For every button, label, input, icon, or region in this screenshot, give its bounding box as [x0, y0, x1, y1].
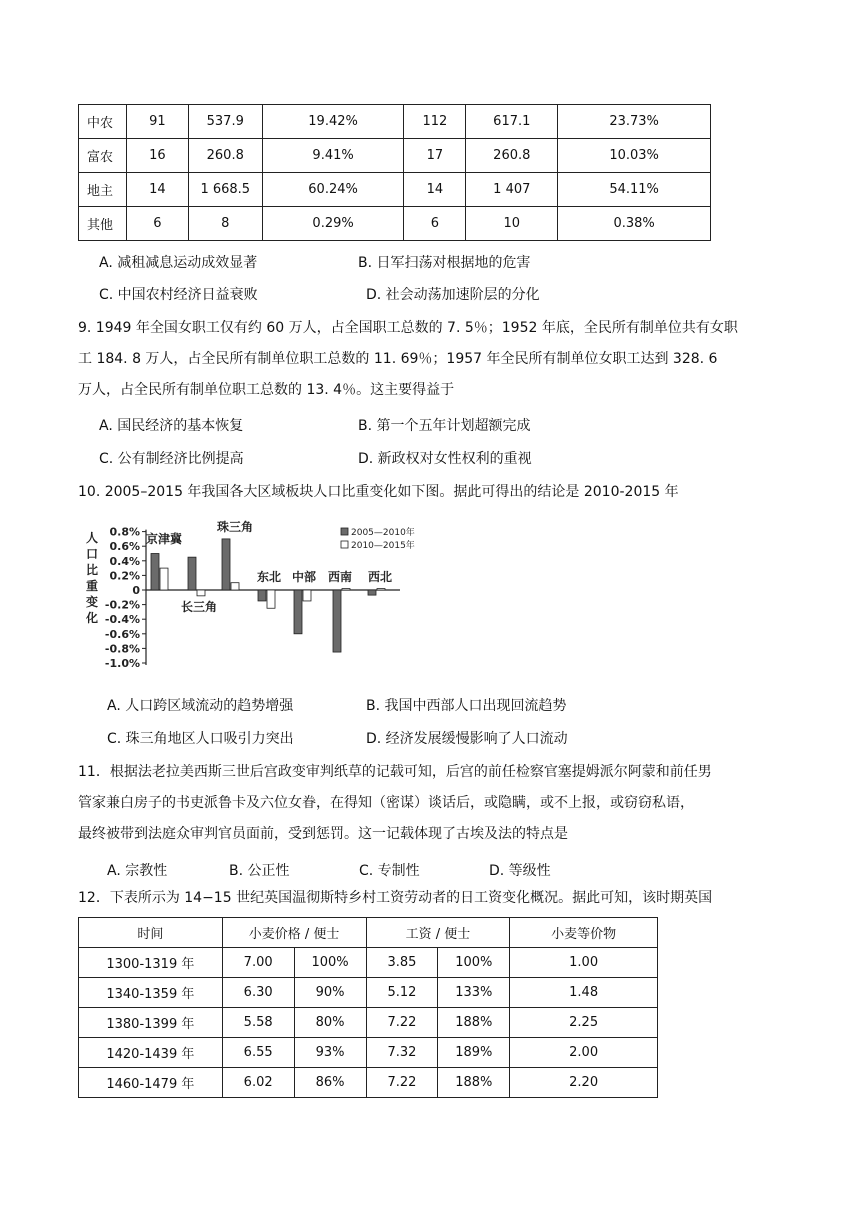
table-cell: 8 — [188, 207, 262, 241]
table-row — [79, 173, 711, 207]
q11-option-d[interactable]: D. 等级性 — [489, 863, 551, 879]
table-cell: 54.11% — [558, 173, 711, 207]
table-cell: 0.38% — [558, 207, 711, 241]
table-cell: 537.9 — [188, 105, 262, 139]
table-cell: 14 — [404, 173, 466, 207]
table-cell: 90% — [294, 978, 366, 1008]
table-cell: 3.85 — [366, 948, 438, 978]
table-cell: 14 — [126, 173, 188, 207]
table-cell: 6 — [404, 207, 466, 241]
table-cell: 10.03% — [558, 139, 711, 173]
land-distribution-table — [78, 104, 711, 241]
table-cell: 6 — [126, 207, 188, 241]
q11-line: 管家兼白房子的书吏派鲁卡及六位女眷，在得知（密谋）谈话后，或隐瞒，或不上报，或窃窃私语， — [78, 795, 694, 811]
q11-option-b[interactable]: B. 公正性 — [229, 863, 290, 879]
q9-line: 9. 1949 年全国女职工仅有约 60 万人，占全国职工总数的 7. 5％；1952 年底，全民所有制单位共有女职 — [78, 320, 738, 336]
table-cell: 1.00 — [510, 948, 658, 978]
y-tick-label: -0.6% — [104, 627, 140, 641]
legend-label: 2010—2015年 — [351, 541, 415, 551]
table-cell: 6.55 — [222, 1038, 294, 1068]
table-cell: 中农 — [79, 105, 127, 139]
table-cell: 7.32 — [366, 1038, 438, 1068]
table-cell: 地主 — [79, 173, 127, 207]
table-cell: 188% — [438, 1008, 510, 1038]
table-cell: 60.24% — [262, 173, 404, 207]
bar — [303, 590, 311, 601]
category-label: 中部 — [291, 570, 317, 584]
bar — [151, 554, 159, 591]
table-cell: 188% — [438, 1068, 510, 1098]
table-cell: 1420-1439 年 — [79, 1038, 223, 1068]
bar — [377, 589, 385, 590]
category-label: 西北 — [367, 570, 393, 584]
q11-line: 11．根据法老拉美西斯三世后宫政变审判纸草的记载可知，后宫的前任检察官塞提姆派尔阿蒙和前任男 — [78, 764, 712, 780]
population-share-chart — [78, 515, 438, 685]
q10-option-b[interactable]: B. 我国中西部人口出现回流趋势 — [366, 698, 567, 714]
header-time: 时间 — [79, 918, 223, 948]
table-cell: 260.8 — [188, 139, 262, 173]
bar — [231, 583, 239, 590]
table-cell: 2.25 — [510, 1008, 658, 1038]
y-tick-label: 0.8% — [109, 525, 140, 539]
y-tick-label: 0 — [132, 584, 140, 597]
q10-option-d[interactable]: D. 经济发展缓慢影响了人口流动 — [366, 731, 568, 747]
bar — [368, 590, 376, 595]
bar — [222, 539, 230, 590]
table-cell: 1460-1479 年 — [79, 1068, 223, 1098]
table-row — [79, 139, 711, 173]
q11-option-c[interactable]: C. 专制性 — [359, 863, 420, 879]
legend-swatch — [341, 541, 348, 548]
table-row — [79, 948, 658, 978]
q11-option-a[interactable]: A. 宗教性 — [107, 863, 168, 879]
category-label: 长三角 — [180, 600, 218, 614]
bar — [258, 590, 266, 601]
table-cell: 1.48 — [510, 978, 658, 1008]
table-cell: 93% — [294, 1038, 366, 1068]
table-cell: 133% — [438, 978, 510, 1008]
bar — [294, 590, 302, 634]
table-cell: 1300-1319 年 — [79, 948, 223, 978]
table-row — [79, 105, 711, 139]
table-cell: 7.22 — [366, 1068, 438, 1098]
table-cell: 5.58 — [222, 1008, 294, 1038]
q10-option-c[interactable]: C. 珠三角地区人口吸引力突出 — [107, 731, 294, 747]
category-label: 东北 — [256, 570, 282, 584]
table-cell: 1380-1399 年 — [79, 1008, 223, 1038]
wage-table — [78, 917, 658, 1098]
y-tick-label: -0.2% — [104, 598, 140, 612]
table-cell: 17 — [404, 139, 466, 173]
table-cell: 2.20 — [510, 1068, 658, 1098]
table-cell: 112 — [404, 105, 466, 139]
header-wheat-equivalent: 小麦等价物 — [510, 918, 658, 948]
bar — [333, 590, 341, 652]
table-cell: 1 407 — [466, 173, 558, 207]
table-cell: 0.29% — [262, 207, 404, 241]
table-cell: 16 — [126, 139, 188, 173]
q8-option-c[interactable]: C. 中国农村经济日益衰败 — [99, 287, 258, 303]
table-cell: 1340-1359 年 — [79, 978, 223, 1008]
table-cell: 260.8 — [466, 139, 558, 173]
q9-line: 工 184. 8 万人，占全民所有制单位职工总数的 11. 69％；1957 年全民所有制单位女职工达到 328. 6 — [78, 351, 718, 367]
y-axis-label-char: 变 — [85, 595, 99, 609]
category-label: 珠三角 — [216, 520, 254, 534]
table-cell: 6.30 — [222, 978, 294, 1008]
category-label: 西南 — [327, 570, 353, 584]
table-cell: 2.00 — [510, 1038, 658, 1068]
q9-option-b[interactable]: B. 第一个五年计划超额完成 — [358, 418, 531, 434]
q9-option-c[interactable]: C. 公有制经济比例提高 — [99, 451, 244, 467]
q10-stem: 10. 2005–2015 年我国各大区域板块人口比重变化如下图。据此可得出的结论是 2010-2015 年 — [78, 484, 679, 500]
table-cell: 7.00 — [222, 948, 294, 978]
q10-option-a[interactable]: A. 人口跨区域流动的趋势增强 — [107, 698, 294, 714]
table-cell: 5.12 — [366, 978, 438, 1008]
q8-option-b[interactable]: B. 日军扫荡对根据地的危害 — [358, 255, 531, 271]
table-cell: 19.42% — [262, 105, 404, 139]
y-tick-label: -0.4% — [104, 613, 140, 627]
table-row — [79, 978, 658, 1008]
table-cell: 100% — [438, 948, 510, 978]
table-cell: 86% — [294, 1068, 366, 1098]
category-label: 京津冀 — [145, 532, 183, 546]
bar — [267, 590, 275, 608]
y-tick-label: 0.4% — [109, 554, 140, 568]
bar — [188, 557, 196, 590]
bar — [197, 590, 205, 596]
legend-label: 2005—2010年 — [351, 528, 415, 538]
q8-option-a[interactable]: A. 减租减息运动成效显著 — [99, 255, 258, 271]
table-cell: 6.02 — [222, 1068, 294, 1098]
table-cell: 9.41% — [262, 139, 404, 173]
table-cell: 100% — [294, 948, 366, 978]
bar — [342, 589, 350, 590]
legend-swatch — [341, 528, 348, 535]
table-cell: 189% — [438, 1038, 510, 1068]
table-cell: 80% — [294, 1008, 366, 1038]
q9-line: 万人，占全民所有制单位职工总数的 13. 4％。这主要得益于 — [78, 382, 455, 398]
table-cell: 23.73% — [558, 105, 711, 139]
table-row — [79, 1038, 658, 1068]
header-wheat-price: 小麦价格 / 便士 — [222, 918, 366, 948]
q11-stem — [78, 757, 778, 850]
y-tick-label: 0.2% — [109, 569, 140, 583]
y-axis-label-char: 口 — [85, 547, 99, 561]
table-cell: 617.1 — [466, 105, 558, 139]
table-cell: 富农 — [79, 139, 127, 173]
table-row — [79, 207, 711, 241]
y-axis-label-char: 重 — [85, 579, 99, 593]
q8-option-d[interactable]: D. 社会动荡加速阶层的分化 — [366, 287, 540, 303]
y-axis-label-char: 比 — [85, 563, 99, 577]
q9-option-d[interactable]: D. 新政权对女性权利的重视 — [358, 451, 532, 467]
table-cell: 7.22 — [366, 1008, 438, 1038]
q11-line: 最终被带到法庭众审判官员面前，受到惩罚。这一记载体现了古埃及法的特点是 — [78, 826, 568, 842]
table-row — [79, 1008, 658, 1038]
q9-option-a[interactable]: A. 国民经济的基本恢复 — [99, 418, 244, 434]
y-tick-label: -0.8% — [104, 642, 140, 656]
q12-stem: 12．下表所示为 14−15 世纪英国温彻斯特乡村工资劳动者的日工资变化概况。据此可知，该时期英国 — [78, 890, 713, 906]
table-cell: 其他 — [79, 207, 127, 241]
header-wage: 工资 / 便士 — [366, 918, 510, 948]
y-axis-label-char: 人 — [85, 531, 99, 545]
y-axis-label-char: 化 — [85, 611, 99, 625]
y-tick-label: -1.0% — [104, 657, 140, 670]
table-cell: 1 668.5 — [188, 173, 262, 207]
table-cell: 10 — [466, 207, 558, 241]
table-cell: 91 — [126, 105, 188, 139]
table-row — [79, 1068, 658, 1098]
bar — [160, 568, 168, 590]
q9-stem — [78, 313, 778, 406]
y-tick-label: 0.6% — [109, 540, 140, 554]
